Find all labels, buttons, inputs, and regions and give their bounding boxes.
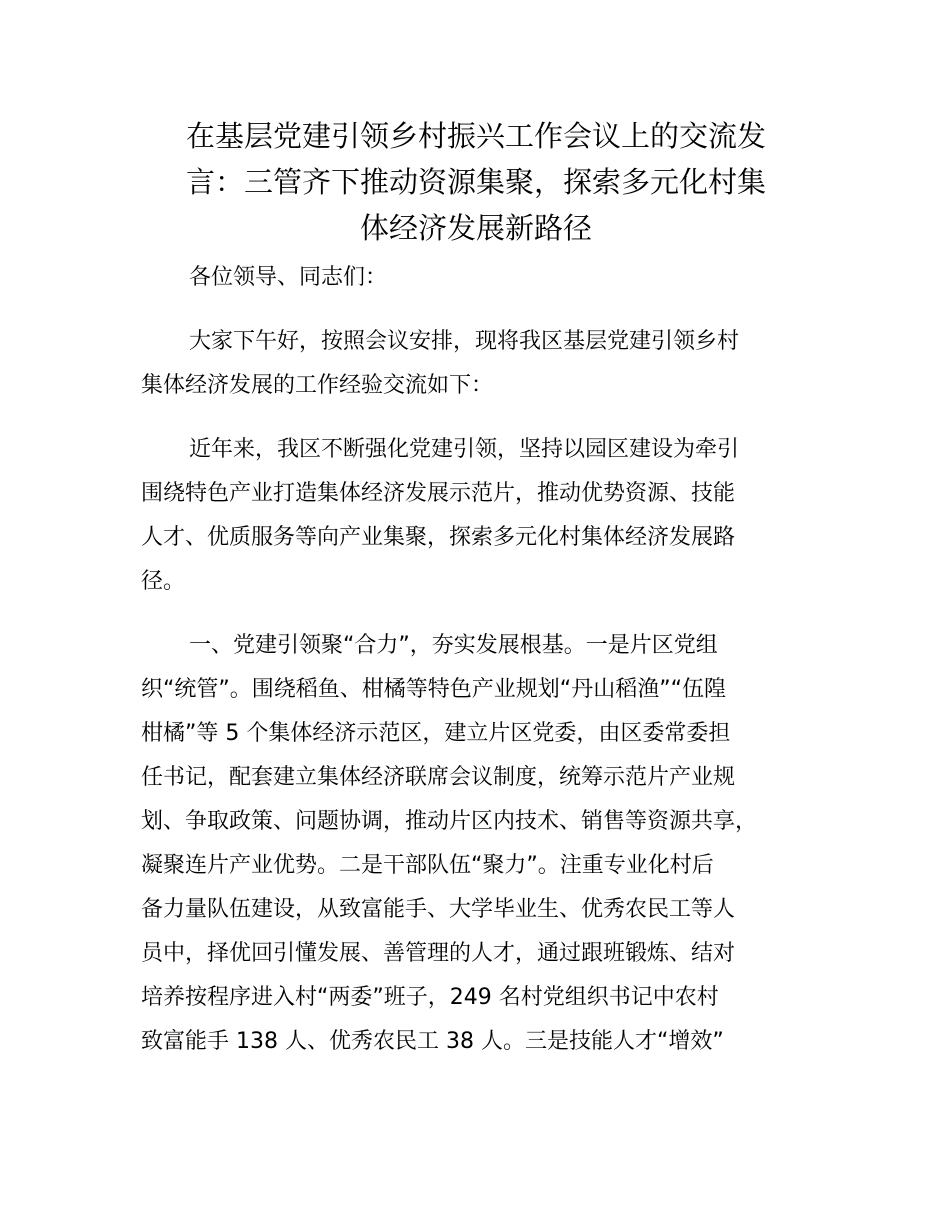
text-line: 围绕特色产业打造集体经济发展示范片，推动优势资源、技能 bbox=[141, 481, 736, 506]
text-line: 柑橘”等 5 个集体经济示范区，建立片区党委，由区委常委担 bbox=[141, 721, 731, 746]
text-line: 员中，择优回引懂发展、善管理的人才，通过跟班锻炼、结对 bbox=[141, 941, 736, 966]
paragraph-section-one bbox=[141, 624, 841, 1064]
text-line: 一、党建引领聚“合力”，夯实发展根基。一是片区党组 bbox=[189, 633, 718, 658]
text-line: 径。 bbox=[141, 569, 186, 594]
text-line: 集体经济发展的工作经验交流如下： bbox=[141, 373, 494, 398]
paragraph-overview bbox=[141, 428, 841, 604]
text-line: 划、争取政策、问题协调，推动片区内技术、销售等资源共享， bbox=[141, 809, 758, 834]
text-line: 任书记，配套建立集体经济联席会议制度，统筹示范片产业规 bbox=[141, 765, 736, 790]
text-line: 大家下午好，按照会议安排，现将我区基层党建引领乡村 bbox=[189, 329, 740, 354]
text-line: 织“统管”。围绕稻鱼、柑橘等特色产业规划“丹山稻渔”“伍隍 bbox=[141, 677, 726, 702]
title-line: 言：三管齐下推动资源集聚，探索多元化村集 bbox=[185, 165, 766, 199]
text-line: 近年来，我区不断强化党建引领，坚持以园区建设为牵引 bbox=[189, 437, 740, 462]
text-line: 人才、优质服务等向产业集聚，探索多元化村集体经济发展路 bbox=[141, 525, 736, 550]
document-body bbox=[141, 256, 841, 1064]
document-title bbox=[140, 113, 812, 251]
title-line: 在基层党建引领乡村振兴工作会议上的交流发 bbox=[185, 119, 766, 153]
text-line: 各位领导、同志们： bbox=[189, 265, 388, 290]
text-line: 致富能手 138 人、优秀农民工 38 人。三是技能人才“增效” bbox=[141, 1029, 724, 1054]
salutation bbox=[141, 256, 841, 300]
text-line: 凝聚连片产业优势。二是干部队伍“聚力”。注重专业化村后 bbox=[141, 853, 714, 878]
title-line: 体经济发展新路径 bbox=[359, 211, 592, 245]
text-line: 备力量队伍建设，从致富能手、大学毕业生、优秀农民工等人 bbox=[141, 897, 736, 922]
paragraph-intro bbox=[141, 320, 841, 408]
text-line: 培养按程序进入村“两委”班子，249 名村党组织书记中农村 bbox=[141, 985, 719, 1010]
